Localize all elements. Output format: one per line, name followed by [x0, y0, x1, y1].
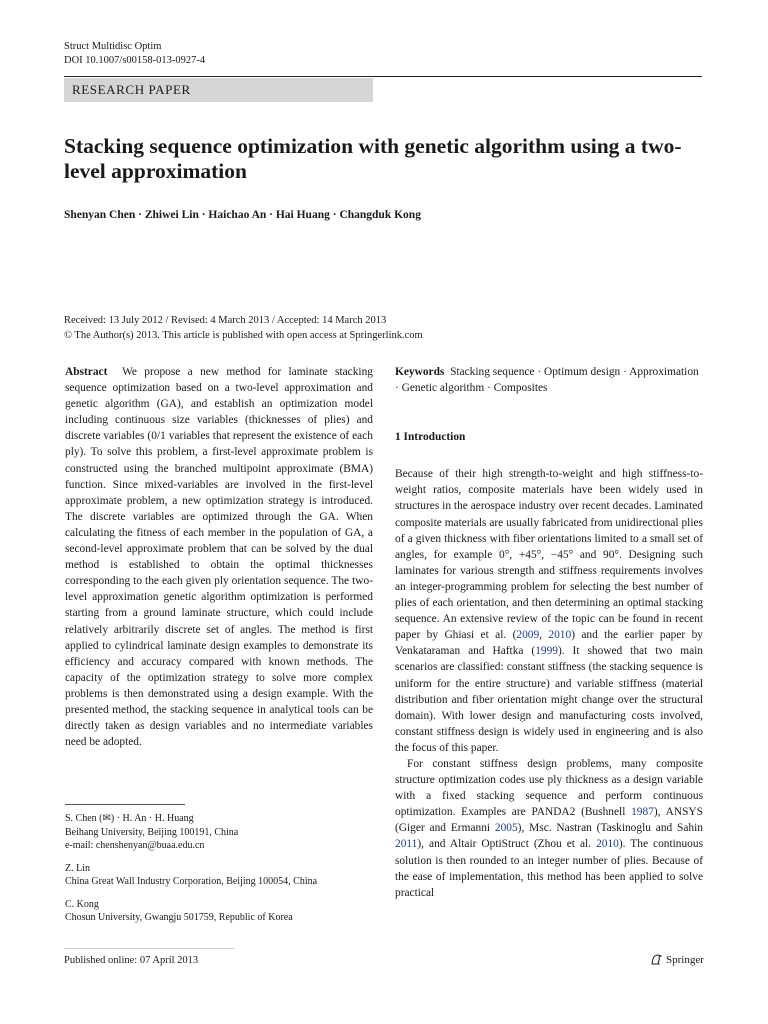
citation-link[interactable]: 1987 — [631, 806, 654, 819]
intro-paragraph-2: For constant stiffness design problems, many composite structure optimization codes use ply thickness as a design variable with a fixed stacking sequence and perform continuous optimization. Examples are PANDA2 (Bushnell 1987), ANSYS (Giger and Ermanni 2005), Msc. Nastran (Taskinoglu and Sahin 2011), and Altair OptiStruct (Zhou et al. 2010). The continuous solution is then rounded to an integer number of plies. Because of the ease of implementation, this method has been applied to solve practical — [395, 757, 703, 899]
abstract-text: We propose a new method for laminate stacking sequence optimization based on a two-level approximation and genetic algorithm (GA), and establish an optimization model including continuous size variables (thicknesses of plies) and discrete variables (0/1 variables that represent the existence of each ply). To solve this problem, a first-level approximate problem is constructed using the branched multipoint approximate (BMA) function. Since mixed-variables are involved in the first-level approximate problem, a new optimization strategy is introduced. The discrete variables are optimized through the GA. When calculating the fitness of each member in the population of GA, a second-level approximate problem that can be solved by the dual method is established to obtain the optimal thicknesses corresponding to the each given ply orientation sequence. The two-level approximation genetic algorithm optimization is performed starting from a ground laminate structure, which could include relatively arbitrarily discrete set of angles. The method is first applied to cylindrical laminate design examples to demonstrate its efficiency and accuracy compared with known methods. The capacity of the optimization strategy to solve more complex problems is then demonstrated using a design example. With the presented method, the stacking sequence in analytical tools can be directly taken as design variables and no intermediate variables need be adopted. — [65, 366, 373, 749]
citation-link[interactable]: 2010 — [596, 838, 619, 851]
affiliation-block: Z. Lin China Great Wall Industry Corporation, Beijing 100054, China — [65, 862, 318, 887]
author-list: Shenyan Chen · Zhiwei Lin · Haichao An · Hai Huang · Changduk Kong — [64, 209, 421, 221]
received-dates: Received: 13 July 2012 / Revised: 4 March 2013 / Accepted: 14 March 2013 — [64, 315, 387, 326]
citation-link[interactable]: 1999 — [535, 645, 558, 658]
abstract-label: Abstract — [65, 366, 108, 378]
springer-horse-icon — [650, 953, 663, 966]
footer-rule — [64, 948, 234, 949]
publisher-logo — [650, 953, 704, 966]
intro-paragraph-1: Because of their high strength-to-weight and high stiffness-to-weight ratios, composite materials have been widely used in structures in the aerospace industry over recent decades. Laminated composite materials are usually fabricated from unidirectional plies of a given thickness with fiber orientations limited to a small set of angles, for example 0°, +45°, −45° and 90°. Designing such laminates for various strength and stiffness requirements involves an integer-programming problem for selecting the best number of plies of each orientation, and then determining an optimal stacking sequence. An extensive review of the topic can be found in recent paper by Ghiasi et al. (2009, 2010) and the earlier paper by Venkataraman and Haftka (1999). It showed that two main scenarios are classified: constant stiffness (the stacking sequence is uniform for the entire structure) and variable stiffness (material distribution and fiber orientation might change over the structural domain). With lower design and manufacturing costs involved, constant stiffness design is widely used in engineering and is also the focus of this paper. — [395, 468, 703, 754]
affiliation-rule — [65, 804, 185, 805]
affiliation-block: S. Chen (✉) · H. An · H. Huang Beihang University, Beijing 100191, China e-mail: chenshenyan@buaa.edu.cn — [65, 812, 375, 853]
dates-block — [64, 313, 704, 343]
copyright: © The Author(s) 2013. This article is published with open access at Springerlink.com — [64, 330, 423, 341]
header-rule — [64, 76, 702, 77]
affiliation-block: C. Kong Chosun University, Gwangju 501759, Republic of Korea — [65, 898, 293, 923]
citation-link[interactable]: 2010 — [548, 629, 572, 642]
email[interactable]: e-mail: chenshenyan@buaa.edu.cn — [65, 840, 205, 851]
section-heading: 1 Introduction — [395, 431, 466, 444]
citation-link[interactable]: 2005 — [494, 822, 518, 835]
doi: DOI 10.1007/s00158-013-0927-4 — [64, 55, 206, 66]
section-label: RESEARCH PAPER — [72, 82, 191, 97]
affiliations — [65, 812, 375, 934]
keywords-text: Stacking sequence · Optimum design · Approximation · Genetic algorithm · Composites — [395, 366, 699, 395]
keywords-label: Keywords — [395, 366, 445, 378]
journal-name: Struct Multidisc Optim — [64, 41, 162, 52]
right-column — [395, 364, 703, 901]
published-date: Published online: 07 April 2013 — [64, 955, 199, 966]
paper-title: Stacking sequence optimization with genetic algorithm using a two-level approximation — [64, 134, 682, 183]
journal-header — [64, 40, 205, 68]
citation-link[interactable]: 2009 — [516, 629, 540, 642]
citation-link[interactable]: 2011 — [395, 838, 418, 851]
abstract — [65, 364, 373, 750]
publisher-name: Springer — [666, 953, 704, 966]
section-banner — [64, 78, 373, 102]
